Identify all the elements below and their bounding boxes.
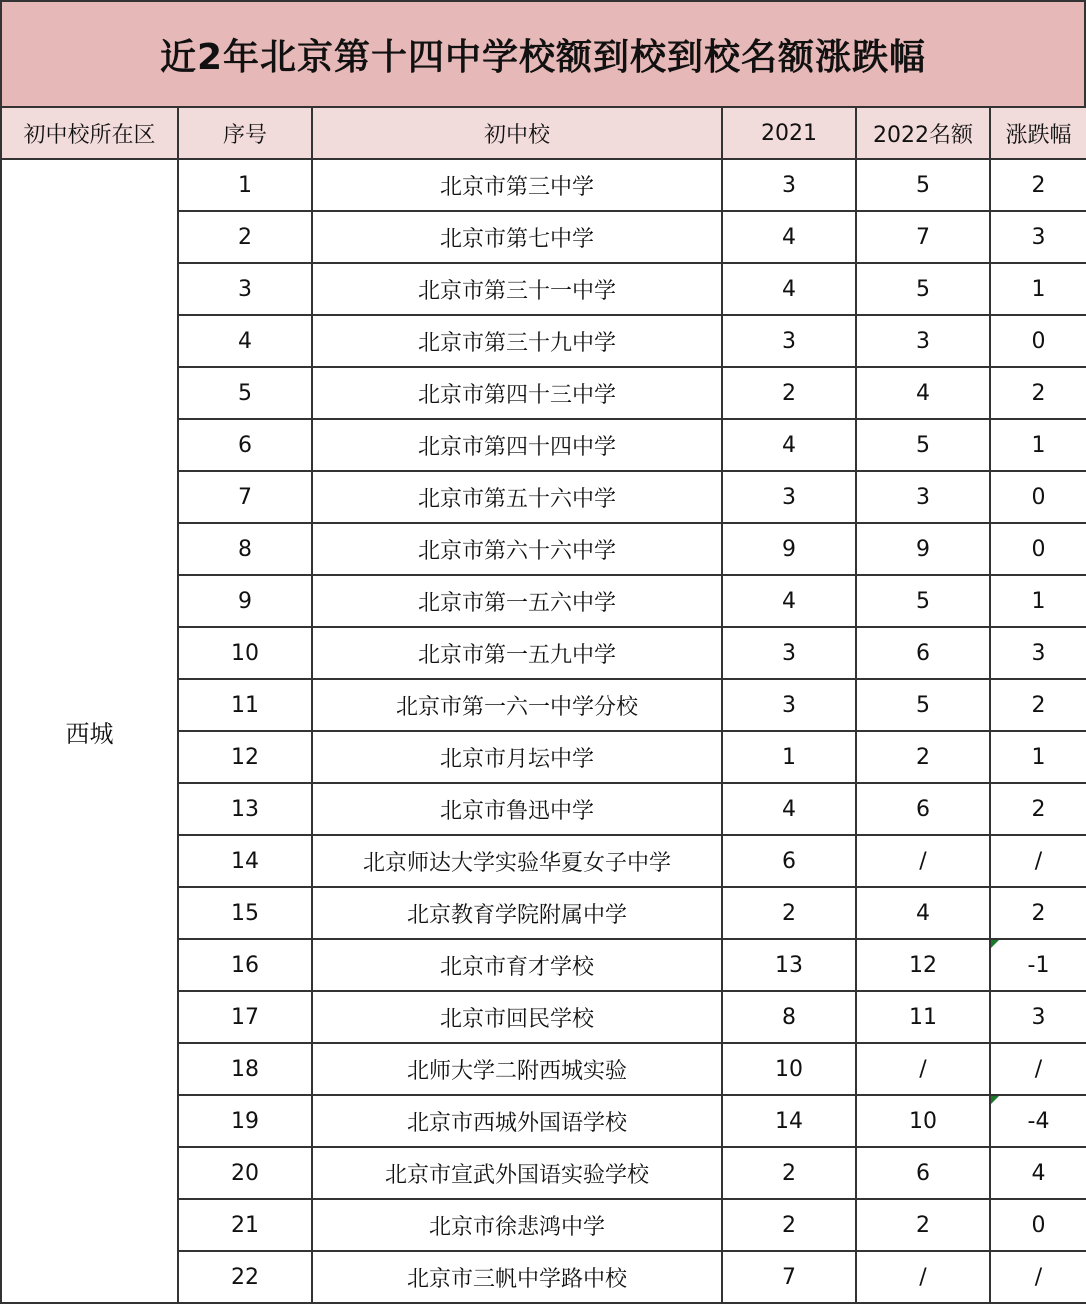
- row-number: 17: [178, 991, 312, 1043]
- row-number: 6: [178, 419, 312, 471]
- row-number: 8: [178, 523, 312, 575]
- quota-change: 2: [990, 159, 1086, 211]
- table-row: [1, 159, 1086, 211]
- quota-2022: 2: [856, 1199, 990, 1251]
- row-number: 7: [178, 471, 312, 523]
- row-number: 14: [178, 835, 312, 887]
- school-name: 北京市第六十六中学: [312, 523, 722, 575]
- school-name: 北京师达大学实验华夏女子中学: [312, 835, 722, 887]
- quota-2022: 5: [856, 679, 990, 731]
- quota-change: 2: [990, 783, 1086, 835]
- quota-2021: 3: [722, 679, 856, 731]
- row-number: 4: [178, 315, 312, 367]
- quota-2022: 3: [856, 315, 990, 367]
- quota-2022: 7: [856, 211, 990, 263]
- quota-2022: 5: [856, 159, 990, 211]
- quota-change: 2: [990, 887, 1086, 939]
- quota-2021: 2: [722, 887, 856, 939]
- quota-2021: 1: [722, 731, 856, 783]
- school-name: 北京市西城外国语学校: [312, 1095, 722, 1147]
- row-number: 20: [178, 1147, 312, 1199]
- quota-change: 3: [990, 627, 1086, 679]
- header-school: 初中校: [312, 107, 722, 159]
- quota-change: 0: [990, 471, 1086, 523]
- row-number: 19: [178, 1095, 312, 1147]
- district-cell: 西城: [1, 159, 178, 1303]
- quota-2021: 4: [722, 575, 856, 627]
- row-number: 12: [178, 731, 312, 783]
- quota-2021: 7: [722, 1251, 856, 1303]
- quota-2022: /: [856, 1251, 990, 1303]
- quota-change: /: [990, 835, 1086, 887]
- row-number: 3: [178, 263, 312, 315]
- quota-change: 1: [990, 419, 1086, 471]
- header-change: 涨跌幅: [990, 107, 1086, 159]
- quota-2022: 4: [856, 367, 990, 419]
- quota-change: /: [990, 1043, 1086, 1095]
- quota-2022: 5: [856, 575, 990, 627]
- quota-2021: 2: [722, 367, 856, 419]
- quota-change: 1: [990, 263, 1086, 315]
- school-name: 北京教育学院附属中学: [312, 887, 722, 939]
- school-name: 北京市月坛中学: [312, 731, 722, 783]
- quota-2022: 2: [856, 731, 990, 783]
- quota-2021: 8: [722, 991, 856, 1043]
- school-name: 北京市鲁迅中学: [312, 783, 722, 835]
- quota-2021: 4: [722, 211, 856, 263]
- quota-change: 0: [990, 523, 1086, 575]
- quota-2022: 10: [856, 1095, 990, 1147]
- school-name: 北京市第五十六中学: [312, 471, 722, 523]
- quota-change: 0: [990, 1199, 1086, 1251]
- quota-2022: 5: [856, 263, 990, 315]
- row-number: 15: [178, 887, 312, 939]
- row-number: 21: [178, 1199, 312, 1251]
- header-2021: 2021: [722, 107, 856, 159]
- quota-2022: /: [856, 835, 990, 887]
- quota-2021: 3: [722, 471, 856, 523]
- quota-change: 1: [990, 731, 1086, 783]
- row-number: 2: [178, 211, 312, 263]
- quota-2022: /: [856, 1043, 990, 1095]
- row-number: 11: [178, 679, 312, 731]
- row-number: 18: [178, 1043, 312, 1095]
- header-2022: 2022名额: [856, 107, 990, 159]
- school-name: 北京市宣武外国语实验学校: [312, 1147, 722, 1199]
- quota-2021: 2: [722, 1147, 856, 1199]
- quota-2022: 3: [856, 471, 990, 523]
- school-name: 北京市第四十三中学: [312, 367, 722, 419]
- row-number: 16: [178, 939, 312, 991]
- quota-2021: 4: [722, 783, 856, 835]
- header-row: [1, 107, 1086, 159]
- table-title: 近2年北京第十四中学校额到校到校名额涨跌幅: [0, 0, 1086, 106]
- quota-change: -4: [990, 1095, 1086, 1147]
- school-name: 北京市第四十四中学: [312, 419, 722, 471]
- quota-2021: 3: [722, 159, 856, 211]
- quota-2021: 14: [722, 1095, 856, 1147]
- school-name: 北京市第一五九中学: [312, 627, 722, 679]
- school-name: 北京市第三中学: [312, 159, 722, 211]
- quota-change: 3: [990, 211, 1086, 263]
- school-name: 北京市第一五六中学: [312, 575, 722, 627]
- quota-2022: 6: [856, 1147, 990, 1199]
- quota-change: /: [990, 1251, 1086, 1303]
- quota-2022: 4: [856, 887, 990, 939]
- quota-change: 2: [990, 367, 1086, 419]
- quota-change: 3: [990, 991, 1086, 1043]
- school-name: 北京市第七中学: [312, 211, 722, 263]
- header-district: 初中校所在区: [1, 107, 178, 159]
- quota-change: 0: [990, 315, 1086, 367]
- quota-2021: 9: [722, 523, 856, 575]
- quota-2021: 3: [722, 315, 856, 367]
- school-name: 北师大学二附西城实验: [312, 1043, 722, 1095]
- row-number: 22: [178, 1251, 312, 1303]
- quota-2021: 4: [722, 419, 856, 471]
- quota-change: 1: [990, 575, 1086, 627]
- quota-change: 2: [990, 679, 1086, 731]
- quota-2021: 4: [722, 263, 856, 315]
- quota-change: -1: [990, 939, 1086, 991]
- quota-2022: 9: [856, 523, 990, 575]
- school-name: 北京市第一六一中学分校: [312, 679, 722, 731]
- quota-2022: 5: [856, 419, 990, 471]
- row-number: 13: [178, 783, 312, 835]
- quota-2021: 10: [722, 1043, 856, 1095]
- school-name: 北京市三帆中学路中校: [312, 1251, 722, 1303]
- quota-2022: 11: [856, 991, 990, 1043]
- school-name: 北京市第三十九中学: [312, 315, 722, 367]
- quota-2022: 12: [856, 939, 990, 991]
- header-number: 序号: [178, 107, 312, 159]
- row-number: 1: [178, 159, 312, 211]
- quota-2021: 13: [722, 939, 856, 991]
- quota-2021: 6: [722, 835, 856, 887]
- quota-2021: 2: [722, 1199, 856, 1251]
- quota-table: [0, 106, 1086, 1304]
- quota-2022: 6: [856, 627, 990, 679]
- school-name: 北京市徐悲鸿中学: [312, 1199, 722, 1251]
- school-name: 北京市育才学校: [312, 939, 722, 991]
- school-name: 北京市第三十一中学: [312, 263, 722, 315]
- school-name: 北京市回民学校: [312, 991, 722, 1043]
- quota-change: 4: [990, 1147, 1086, 1199]
- quota-2022: 6: [856, 783, 990, 835]
- row-number: 9: [178, 575, 312, 627]
- quota-2021: 3: [722, 627, 856, 679]
- row-number: 10: [178, 627, 312, 679]
- row-number: 5: [178, 367, 312, 419]
